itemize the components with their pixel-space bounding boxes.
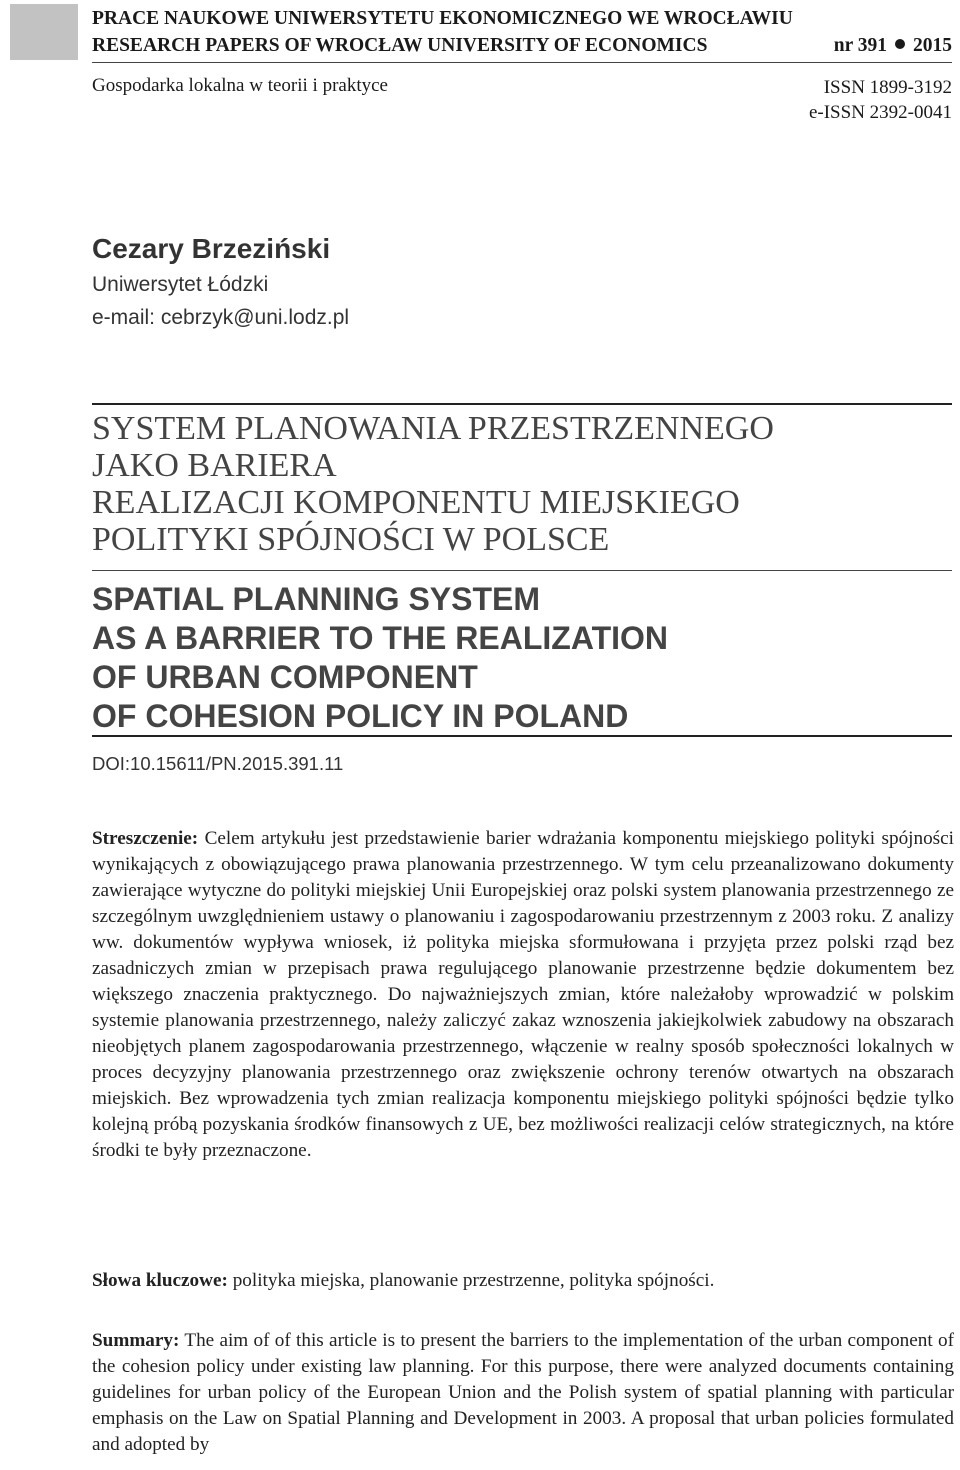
abstract-paragraph	[92, 826, 954, 1164]
title-pl-line: REALIZACJI KOMPONENTU MIEJSKIEGO	[92, 484, 740, 521]
title-en-line: AS A BARRIER TO THE REALIZATION	[92, 620, 668, 656]
title-pl-line: POLITYKI SPÓJNOŚCI W POLSCE	[92, 521, 610, 558]
title-pl-line: SYSTEM PLANOWANIA PRZESTRZENNEGO	[92, 410, 774, 447]
journal-logo-block	[10, 4, 78, 60]
issn: ISSN 1899-3192	[823, 77, 952, 98]
header-divider	[92, 62, 952, 63]
issue-number: nr 391	[833, 35, 887, 56]
abstract-text: Celem artykułu jest przedstawienie barier wdrażania komponentu miejskiego polityki spójności wynikających z obowiązującego prawa planowania przestrzennego. W tym celu przeanalizowano dokumenty zawierające wytyczne do polityki miejskiej Unii Europejskiej oraz polski system planowania przestrzennego ze szczególnym uwzględnieniem ustawy o planowaniu i zagospodarowaniu przestrzennym z 2003 roku. Z analizy ww. dokumentów wypływa wniosek, iż polityka miejska sformułowana i przyjęta przez polski rząd bez zasadniczych zmian w przepisach prawa regulującego planowanie przestrzenne będzie dokumentem bez większego znaczenia praktycznego. Do najważniejszych zmian, które należałoby wprowadzić w polskim systemie planowania przestrzennego, należy zaliczyć zakaz wznoszenia jakiejkolwiek zabudowy na obszarach nieobjętych planem zagospodarowania przestrzennego, włączenie w realny sposób społeczności lokalnych w proces decyzyjny planowania przestrzennego oraz zwiększenie ochrony terenów otwartych na obszarach miejskich. Bez wprowadzenia tych zmian realizacja komponentu miejskiego polityki spójności będzie tylko kolejną próbą pozyskania środków finansowych z UE, bez możliwości realizacji celów strategicznych, na które środki te były przeznaczone.	[92, 828, 954, 1161]
doi: DOI:10.15611/PN.2015.391.11	[92, 753, 344, 774]
abstract-label: Streszczenie:	[92, 828, 199, 849]
title-pl-line: JAKO BARIERA	[92, 447, 337, 484]
title-en-line: SPATIAL PLANNING SYSTEM	[92, 581, 541, 617]
summary-label: Summary:	[92, 1330, 180, 1351]
issue-info	[834, 35, 952, 57]
bullet-icon	[895, 39, 905, 49]
issn-block	[809, 75, 952, 125]
title-polish	[92, 410, 774, 558]
author-affiliation: Uniwersytet Łódzki	[92, 273, 269, 296]
series-title: Gospodarka lokalna w teorii i praktyce	[92, 75, 388, 96]
journal-name-en: RESEARCH PAPERS OF WROCŁAW UNIVERSITY OF ECONOMICS	[92, 35, 708, 56]
keywords-label: Słowa kluczowe:	[92, 1270, 228, 1291]
title-top-divider	[92, 403, 952, 405]
eissn: e-ISSN 2392-0041	[808, 102, 952, 123]
title-middle-divider	[92, 570, 952, 571]
title-en-line: OF URBAN COMPONENT	[92, 659, 478, 695]
journal-name-pl: PRACE NAUKOWE UNIWERSYTETU EKONOMICZNEGO WE WROCŁAWIU	[92, 8, 793, 29]
title-english	[92, 580, 668, 736]
summary-text: The aim of of this article is to present the barriers to the implementation of the urban component of the cohesion policy under existing law planning. For this purpose, there were analyzed documents containing guidelines for urban policy of the European Union and the Polish system of spatial planning with particular emphasis on the Law on Spatial Planning and Development in 2003. A proposal that urban policies formulated and adopted by	[92, 1330, 954, 1455]
issue-year: 2015	[913, 35, 952, 56]
title-bottom-divider	[92, 735, 952, 737]
summary-paragraph	[92, 1328, 954, 1458]
keywords-text: polityka miejska, planowanie przestrzenne, polityka spójności.	[232, 1270, 715, 1291]
author-email: e-mail: cebrzyk@uni.lodz.pl	[92, 306, 350, 329]
author-name: Cezary Brzeziński	[92, 233, 331, 264]
title-en-line: OF COHESION POLICY IN POLAND	[92, 698, 629, 734]
keywords-paragraph	[92, 1268, 954, 1294]
